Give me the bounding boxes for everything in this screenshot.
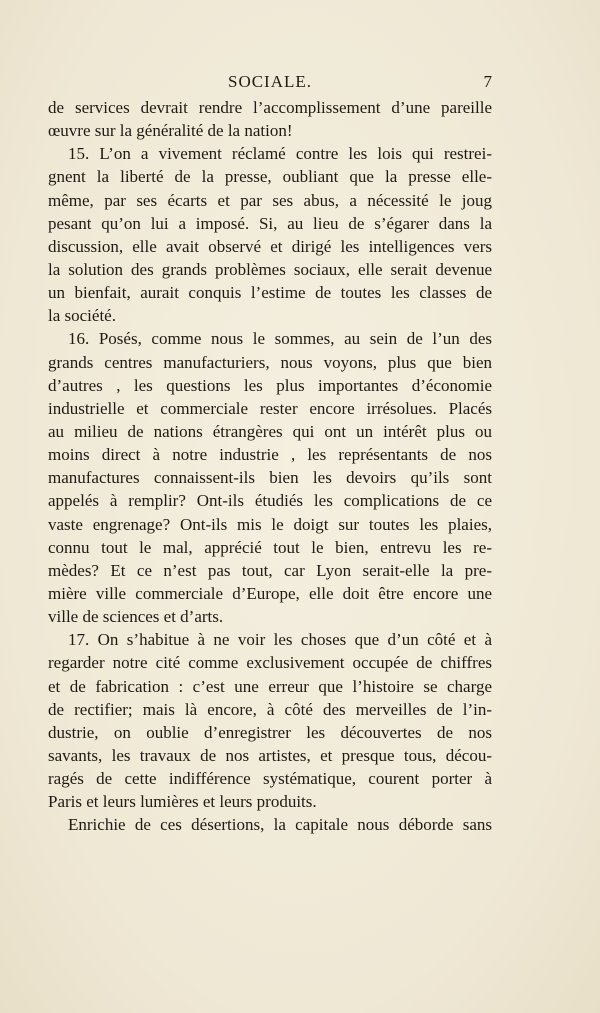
text-line: grands centres manufacturiers, nous voyons, plus que bien bbox=[48, 352, 492, 372]
text-line: discussion, elle avait observé et dirigé les intelligences vers bbox=[48, 236, 492, 256]
text-line: manufactures connaissent-ils bien les devoirs qu’ils sont bbox=[48, 468, 492, 488]
text-line: Enrichie de ces désertions, la capitale nous déborde sans bbox=[68, 815, 492, 835]
text-line: dustrie, on oublie d’enregistrer les découvertes de nos bbox=[48, 722, 492, 742]
text-line: mèdes? Et ce n’est pas tout, car Lyon serait-elle la pre- bbox=[48, 560, 492, 580]
text-line: œuvre sur la généralité de la nation! bbox=[48, 121, 293, 141]
page-header bbox=[48, 72, 492, 96]
page-number: 7 bbox=[483, 72, 492, 91]
text-line: connu tout le mal, apprécié tout le bien, entrevu les re- bbox=[48, 537, 492, 557]
text-line: industrielle et commerciale rester encore irrésolues. Placés bbox=[48, 398, 492, 418]
text-line: 16. Posés, comme nous le sommes, au sein de l’un des bbox=[68, 329, 492, 349]
text-line: savants, les travaux de nos artistes, et presque tous, décou- bbox=[48, 745, 492, 765]
text-line: 17. On s’habitue à ne voir les choses que d’un côté et à bbox=[68, 630, 492, 650]
text-line: 15. L’on a vivement réclamé contre les lois qui restrei- bbox=[68, 144, 492, 164]
text-line: d’autres , les questions les plus importantes d’économie bbox=[48, 375, 492, 395]
text-line: vaste engrenage? Ont-ils mis le doigt sur toutes les plaies, bbox=[48, 514, 492, 534]
text-line: regarder notre cité comme exclusivement occupée de chiffres bbox=[48, 653, 492, 673]
text-line: au milieu de nations étrangères qui ont un intérêt plus ou bbox=[48, 421, 492, 441]
text-line: ville de sciences et d’arts. bbox=[48, 607, 224, 627]
text-line: et de fabrication : c’est une erreur que l’histoire se charge bbox=[48, 676, 492, 696]
text-line: Paris et leurs lumières et leurs produits. bbox=[48, 792, 317, 812]
text-line: pesant qu’on lui a imposé. Si, au lieu de s’égarer dans la bbox=[48, 213, 492, 233]
text-line: mière ville commerciale d’Europe, elle doit être encore une bbox=[48, 583, 492, 603]
text-line: la société. bbox=[48, 306, 116, 326]
text-line: même, par ses écarts et par ses abus, a nécessité le joug bbox=[48, 190, 492, 210]
text-line: moins direct à notre industrie , les représentants de nos bbox=[48, 445, 492, 465]
running-head: SOCIALE. bbox=[227, 72, 313, 91]
text-line: appelés à remplir? Ont-ils étudiés les complications de ce bbox=[48, 491, 492, 511]
text-line: la solution des grands problèmes sociaux, elle serait devenue bbox=[48, 259, 492, 279]
text-line: de services devrait rendre l’accomplissement d’une pareille bbox=[48, 98, 492, 117]
text-line: de rectifier; mais là encore, à côté des merveilles de l’in- bbox=[48, 699, 492, 719]
text-line: gnent la liberté de la presse, oubliant que la presse elle- bbox=[48, 167, 492, 187]
text-line: un bienfait, aurait conquis l’estime de toutes les classes de bbox=[48, 283, 492, 303]
text-line: ragés de cette indifférence systématique, courent porter à bbox=[48, 769, 492, 789]
body-text bbox=[48, 96, 492, 837]
